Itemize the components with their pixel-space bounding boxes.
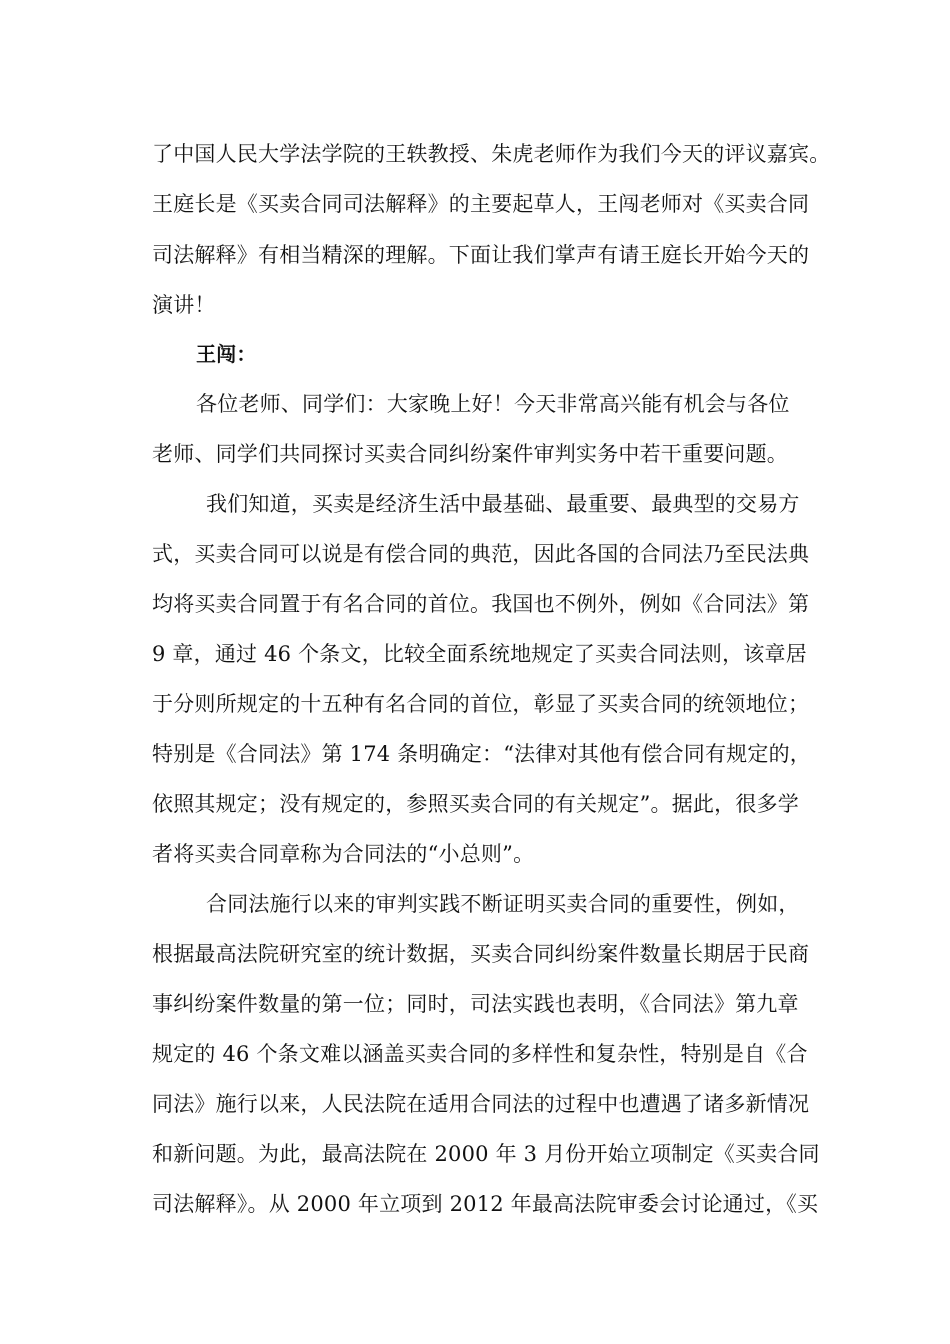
paragraph-1-line-1: 我们知道，买卖是经济生活中最基础、最重要、最典型的交易方 (206, 492, 800, 516)
paragraph-1-line-6: 特别是《合同法》第 174 条明确定：“法律对其他有偿合同有规定的， (152, 742, 811, 766)
paragraph-2-line-1: 合同法施行以来的审判实践不断证明买卖合同的重要性，例如， (206, 892, 800, 916)
intro-line-2: 王庭长是《买卖合同司法解释》的主要起草人，王闯老师对《买卖合同 (152, 192, 810, 216)
greeting-line-2: 老师、同学们共同探讨买卖合同纠纷案件审判实务中若干重要问题。 (152, 442, 788, 466)
paragraph-2-line-5: 同法》施行以来，人民法院在适用合同法的过程中也遭遇了诸多新情况 (152, 1092, 810, 1116)
paragraph-1-line-4: 9 章，通过 46 个条文，比较全面系统地规定了买卖合同法则，该章居 (152, 642, 807, 666)
intro-line-3: 司法解释》有相当精深的理解。下面让我们掌声有请王庭长开始今天的 (152, 243, 810, 267)
paragraph-2-line-2: 根据最高法院研究室的统计数据，买卖合同纠纷案件数量长期居于民商 (152, 942, 810, 966)
paragraph-1-line-3: 均将买卖合同置于有名合同的首位。我国也不例外，例如《合同法》第 (152, 592, 810, 616)
paragraph-2-line-6: 和新问题。为此，最高法院在 2000 年 3 月份开始立项制定《买卖合同 (152, 1142, 820, 1166)
paragraph-1-line-7: 依照其规定；没有规定的，参照买卖合同的有关规定”。据此，很多学 (152, 792, 799, 816)
paragraph-1-line-8: 者将买卖合同章称为合同法的“小总则”。 (152, 842, 535, 866)
paragraph-2-line-4: 规定的 46 个条文难以涵盖买卖合同的多样性和复杂性，特别是自《合 (152, 1042, 808, 1066)
paragraph-2-line-7: 司法解释》。从 2000 年立项到 2012 年最高法院审委会讨论通过，《买 (152, 1192, 819, 1216)
paragraph-1-line-5: 于分则所规定的十五种有名合同的首位，彰显了买卖合同的统领地位； (152, 692, 810, 716)
intro-line-4: 演讲！ (152, 293, 216, 317)
greeting-line-1: 各位老师、同学们：大家晚上好！今天非常高兴能有机会与各位 (196, 392, 790, 416)
paragraph-1-line-2: 式，买卖合同可以说是有偿合同的典范，因此各国的合同法乃至民法典 (152, 542, 810, 566)
paragraph-2-line-3: 事纠纷案件数量的第一位；同时，司法实践也表明，《合同法》第九章 (152, 992, 799, 1016)
intro-line-1: 了中国人民大学法学院的王轶教授、朱虎老师作为我们今天的评议嘉宾。 (152, 142, 831, 166)
speaker-name: 王闯： (196, 342, 257, 366)
